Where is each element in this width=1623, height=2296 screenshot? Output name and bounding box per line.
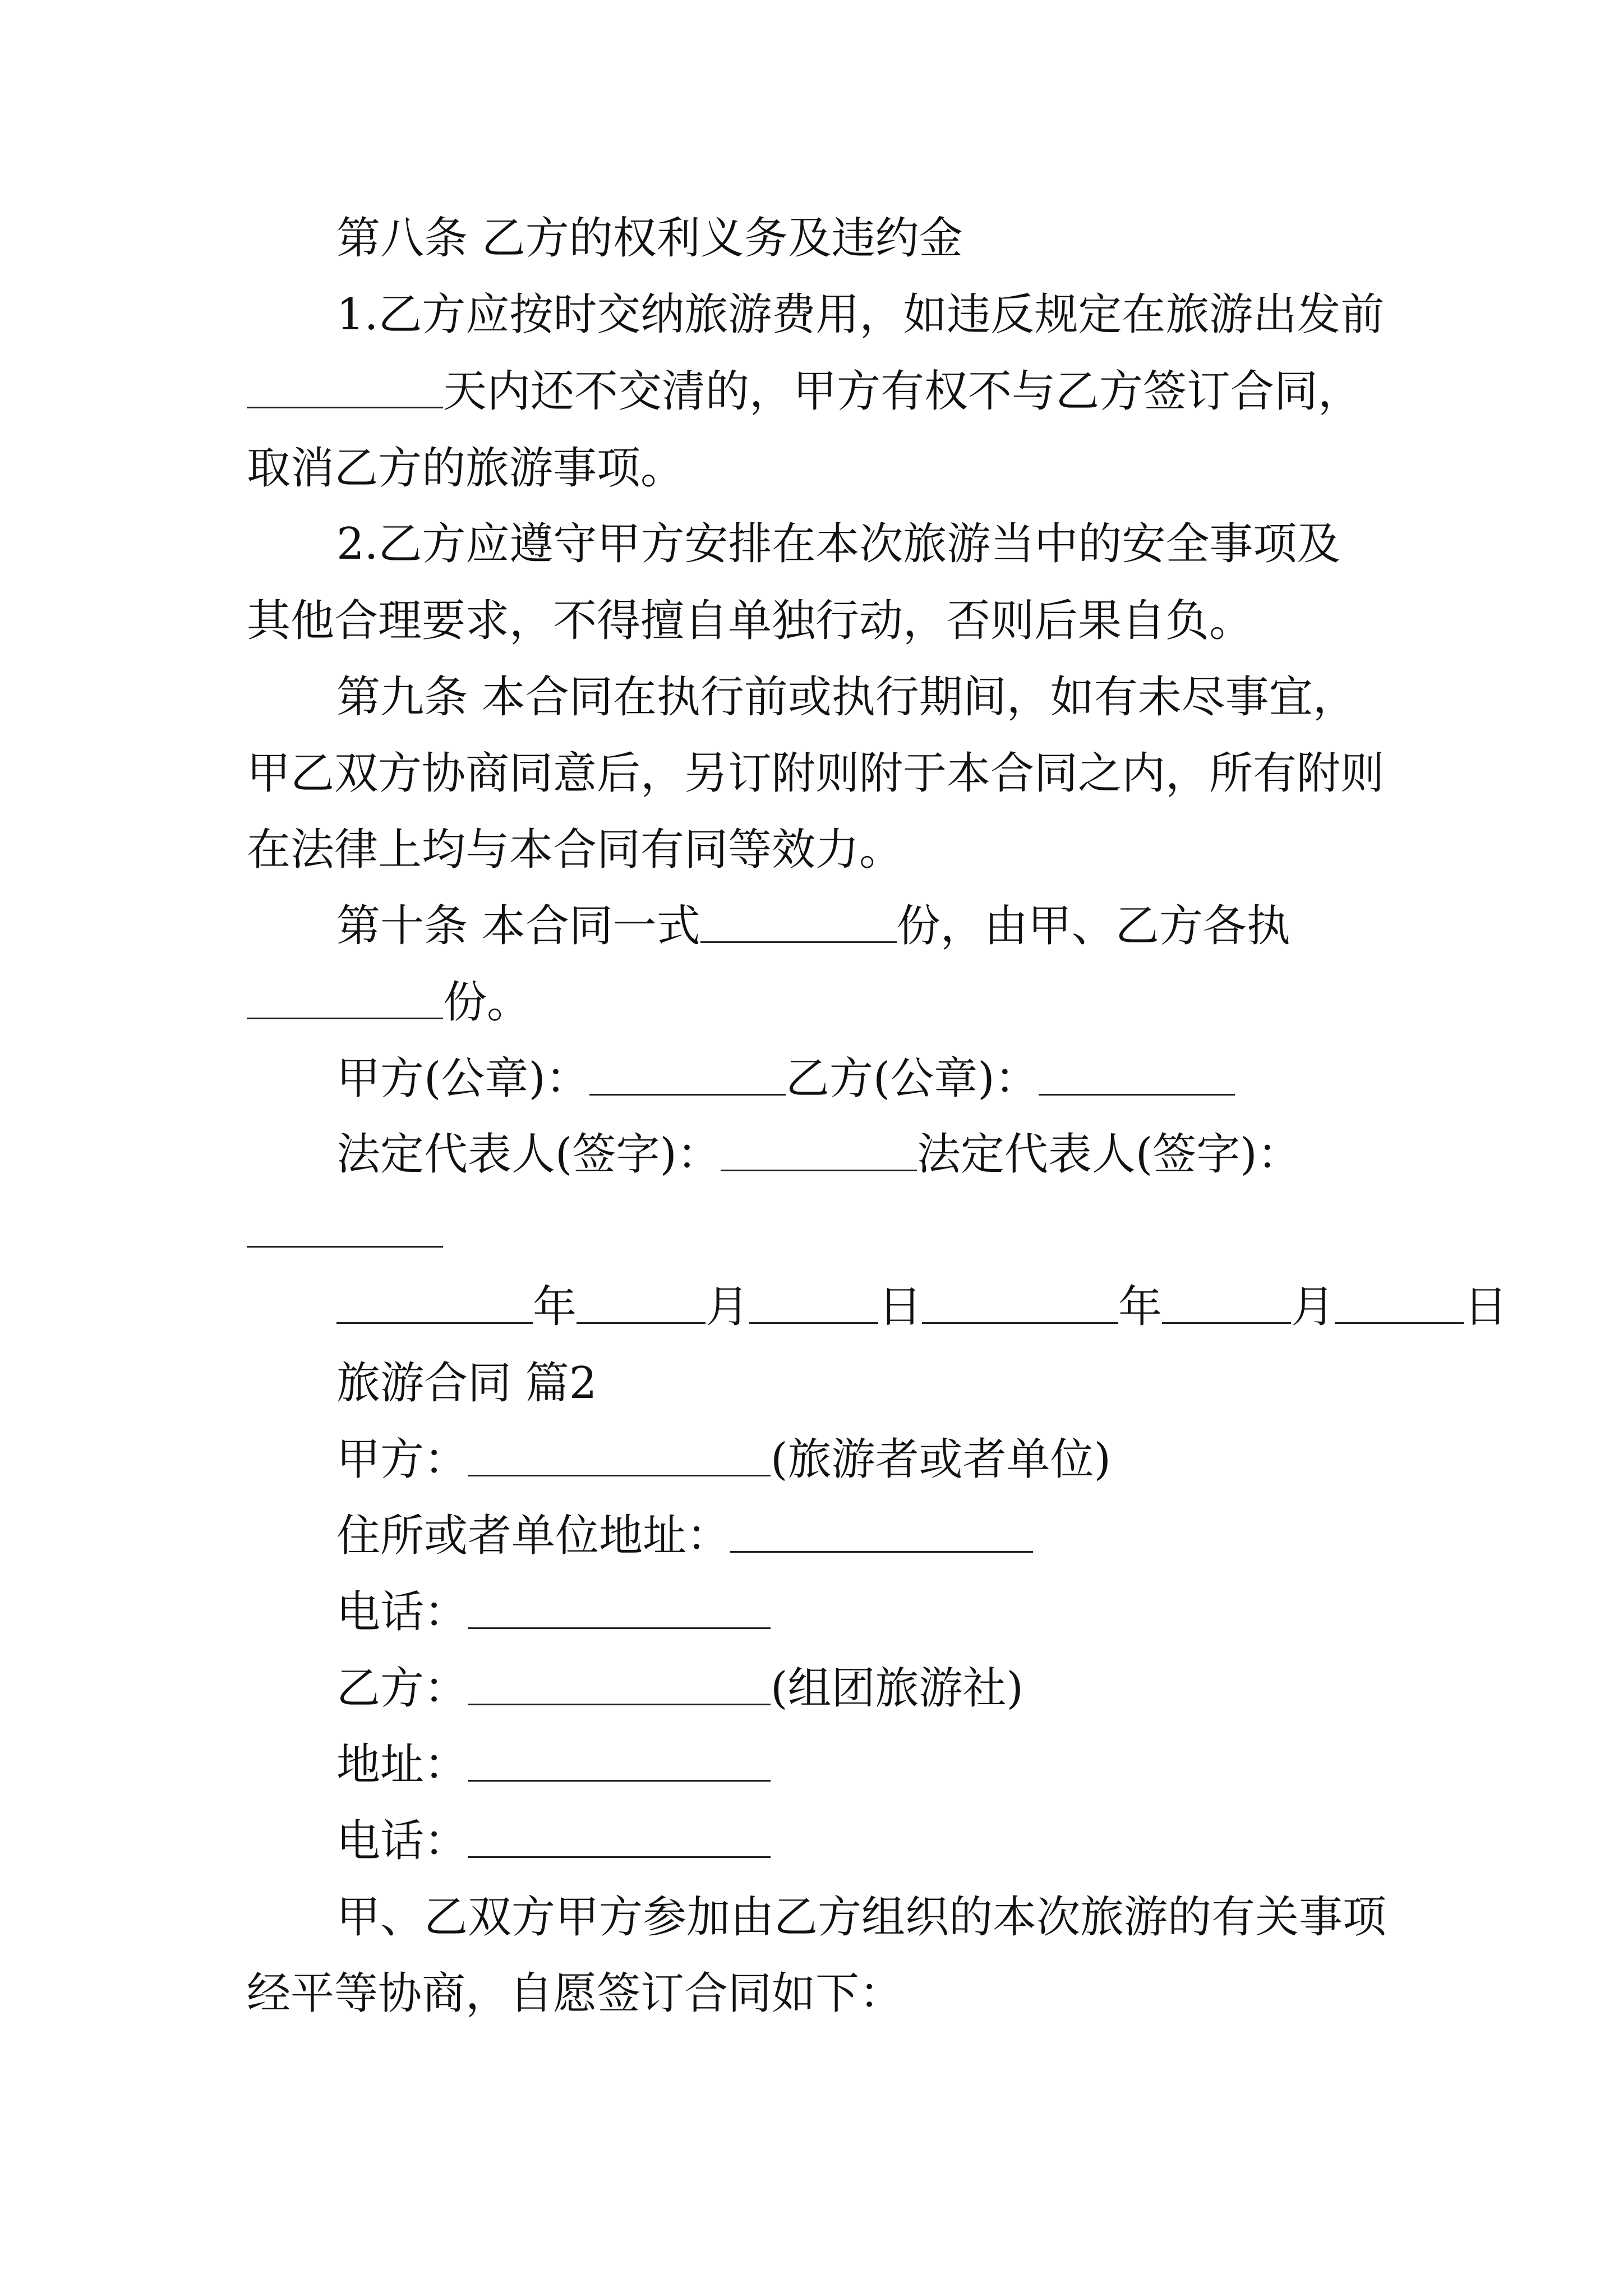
party-a-address-blank[interactable] [730, 1513, 1033, 1553]
clause-2-line-2: 其他合理要求，不得擅自单独行动，否则后果自负。 [247, 596, 1253, 646]
party-b-address-blank[interactable] [468, 1742, 771, 1782]
copies-total-blank[interactable] [700, 903, 897, 943]
seal-line: 甲方(公章)： 乙方(公章)： [336, 1048, 1623, 1110]
article-9-line-1: 第九条 本合同在执行前或执行期间，如有未尽事宜， [336, 672, 1357, 723]
party-b-line: 乙方： (组团旅游社) [336, 1663, 1023, 1714]
party-b-rep-blank[interactable] [247, 1208, 443, 1248]
date-b-day-blank[interactable] [1335, 1284, 1464, 1324]
party-b-phone-blank[interactable] [468, 1818, 771, 1858]
party-a-seal-blank[interactable] [589, 1056, 786, 1096]
party-a-address-line: 住所或者单位地址： [336, 1505, 1623, 1567]
clause-1-line-1: 1.乙方应按时交纳旅游费用，如违反规定在旅游出发前 [336, 289, 1385, 340]
party-a-phone-line: 电话： [336, 1581, 1623, 1643]
date-a-month-blank[interactable] [577, 1284, 706, 1324]
representative-line-2 [247, 1200, 1623, 1262]
article-10-line-2: 份。 [247, 972, 1623, 1033]
contract-2-title: 旅游合同 篇2 [336, 1358, 597, 1409]
article-8-title: 第八条 乙方的权利义务及违约金 [336, 213, 963, 264]
party-b-seal-blank[interactable] [1039, 1056, 1235, 1096]
party-b-phone-line: 电话： [336, 1810, 1623, 1872]
copies-each-blank[interactable] [247, 979, 443, 1019]
date-b-month-blank[interactable] [1162, 1284, 1291, 1324]
days-blank[interactable] [247, 369, 443, 408]
article-9-line-2: 甲乙双方协商同意后，另订附则附于本合同之内，所有附则 [247, 748, 1385, 799]
article-10-line-1: 第十条 本合同一式 份，由甲、乙方各执 [336, 901, 1290, 951]
date-a-day-blank[interactable] [749, 1284, 878, 1324]
date-a-year-blank[interactable] [336, 1284, 533, 1324]
date-line: 年 月 日 年 月 日 [336, 1276, 1623, 1338]
party-b-name-blank[interactable] [468, 1665, 771, 1705]
clause-1-line-2: 天内还不交清的，甲方有权不与乙方签订合同， [247, 361, 1623, 422]
clause-2-line-1: 2.乙方应遵守甲方安排在本次旅游当中的安全事项及 [336, 519, 1341, 569]
clause-1-line-3: 取消乙方的旅游事项。 [247, 443, 685, 494]
intro-line-2: 经平等协商，自愿签订合同如下： [247, 1968, 903, 2019]
party-a-rep-blank[interactable] [721, 1131, 917, 1171]
representative-line: 法定代表人(签字)： 法定代表人(签字)： [336, 1129, 1301, 1180]
intro-line-1: 甲、乙双方甲方参加由乙方组织的本次旅游的有关事项 [336, 1892, 1387, 1943]
party-a-name-blank[interactable] [468, 1437, 771, 1476]
date-b-year-blank[interactable] [922, 1284, 1118, 1324]
party-a-phone-blank[interactable] [468, 1589, 771, 1629]
article-9-line-3: 在法律上均与本合同有同等效力。 [247, 825, 903, 875]
party-b-address-line: 地址： [336, 1734, 1623, 1796]
party-a-line: 甲方： (旅游者或者单位) [336, 1434, 1111, 1485]
